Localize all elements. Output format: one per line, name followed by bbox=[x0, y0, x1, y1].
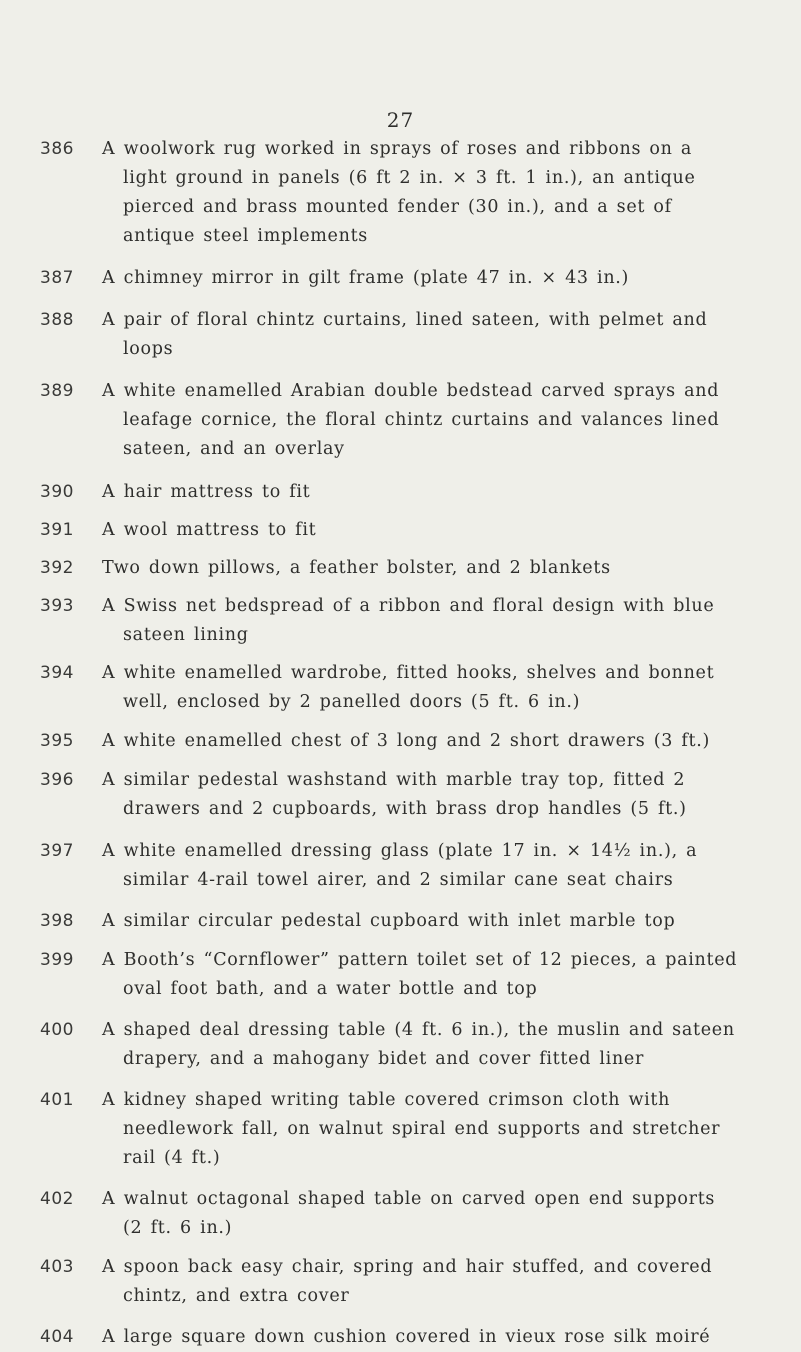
page-number: 27 bbox=[386, 108, 415, 132]
lot-item bbox=[0, 1253, 801, 1311]
lot-number: 394 bbox=[40, 663, 74, 683]
lot-item bbox=[0, 1016, 801, 1074]
lot-number: 391 bbox=[40, 520, 74, 540]
lot-description: A shaped deal dressing table (4 ft. 6 in.), the muslin and sateen drapery, and a mahogany bidet and cover fitted liner bbox=[102, 1020, 735, 1069]
lot-description: Two down pillows, a feather bolster, and 2 blankets bbox=[102, 558, 611, 578]
lot-item bbox=[0, 377, 801, 464]
lot-number: 392 bbox=[40, 558, 74, 578]
lot-description: A large square down cushion covered in vieux rose silk moiré bbox=[102, 1327, 711, 1347]
lot-number: 386 bbox=[40, 139, 74, 159]
lot-number: 387 bbox=[40, 268, 74, 288]
lot-item bbox=[0, 478, 801, 507]
lot-number: 402 bbox=[40, 1189, 74, 1209]
lot-description: A white enamelled dressing glass (plate 17 in. × 14½ in.), a similar 4-rail towel airer, and 2 similar cane seat chairs bbox=[102, 841, 698, 890]
lot-description: A pair of floral chintz curtains, lined sateen, with pelmet and loops bbox=[102, 310, 708, 359]
lot-item bbox=[0, 554, 801, 583]
lot-number: 398 bbox=[40, 911, 74, 931]
lot-number: 404 bbox=[40, 1327, 74, 1347]
lot-description: A chimney mirror in gilt frame (plate 47 in. × 43 in.) bbox=[102, 268, 630, 288]
lot-item bbox=[0, 837, 801, 895]
lot-item bbox=[0, 1185, 801, 1243]
lot-description: A woolwork rug worked in sprays of roses and ribbons on a light ground in panels (6 ft 2 in. × 3 ft. 1 in.), an antique pierced and brass mounted fender (30 in.), and a set of antique steel implements bbox=[102, 139, 696, 246]
lot-description: A spoon back easy chair, spring and hair stuffed, and covered chintz, and extra cover bbox=[102, 1257, 713, 1306]
lot-number: 399 bbox=[40, 950, 74, 970]
lot-description: A white enamelled chest of 3 long and 2 short drawers (3 ft.) bbox=[102, 731, 711, 751]
lot-item bbox=[0, 516, 801, 545]
lot-item bbox=[0, 264, 801, 293]
lot-item bbox=[0, 727, 801, 756]
lot-description: A similar circular pedestal cupboard with inlet marble top bbox=[102, 911, 676, 931]
lot-item bbox=[0, 1086, 801, 1173]
lot-number: 393 bbox=[40, 596, 74, 616]
lot-item bbox=[0, 306, 801, 364]
lot-description: A white enamelled Arabian double bedstead carved sprays and leafage cornice, the floral chintz curtains and valances lined sateen, and an overlay bbox=[102, 381, 720, 459]
lot-item bbox=[0, 907, 801, 936]
lot-item bbox=[0, 766, 801, 824]
lot-number: 395 bbox=[40, 731, 74, 751]
lot-number: 400 bbox=[40, 1020, 74, 1040]
lot-number: 390 bbox=[40, 482, 74, 502]
lot-description: A similar pedestal washstand with marble tray top, fitted 2 drawers and 2 cupboards, with brass drop handles (5 ft.) bbox=[102, 770, 687, 819]
lot-number: 388 bbox=[40, 310, 74, 330]
lot-description: A white enamelled wardrobe, fitted hooks, shelves and bonnet well, enclosed by 2 panelled doors (5 ft. 6 in.) bbox=[102, 663, 715, 712]
lot-number: 389 bbox=[40, 381, 74, 401]
lot-number: 403 bbox=[40, 1257, 74, 1277]
lot-item bbox=[0, 946, 801, 1004]
lot-description: A Swiss net bedspread of a ribbon and floral design with blue sateen lining bbox=[102, 596, 715, 645]
lot-description: A Booth’s “Cornflower” pattern toilet set of 12 pieces, a painted oval foot bath, and a water bottle and top bbox=[102, 950, 738, 999]
lot-description: A wool mattress to fit bbox=[102, 520, 317, 540]
lot-number: 401 bbox=[40, 1090, 74, 1110]
lot-description: A kidney shaped writing table covered crimson cloth with needlework fall, on walnut spiral end supports and stretcher rail (4 ft.) bbox=[102, 1090, 721, 1168]
lot-description: A hair mattress to fit bbox=[102, 482, 311, 502]
lot-item bbox=[0, 592, 801, 650]
lot-item bbox=[0, 659, 801, 717]
lot-item bbox=[0, 1323, 801, 1352]
lot-item bbox=[0, 135, 801, 251]
lot-number: 396 bbox=[40, 770, 74, 790]
lot-number: 397 bbox=[40, 841, 74, 861]
lot-list bbox=[0, 135, 801, 1352]
lot-description: A walnut octagonal shaped table on carved open end supports (2 ft. 6 in.) bbox=[102, 1189, 716, 1238]
